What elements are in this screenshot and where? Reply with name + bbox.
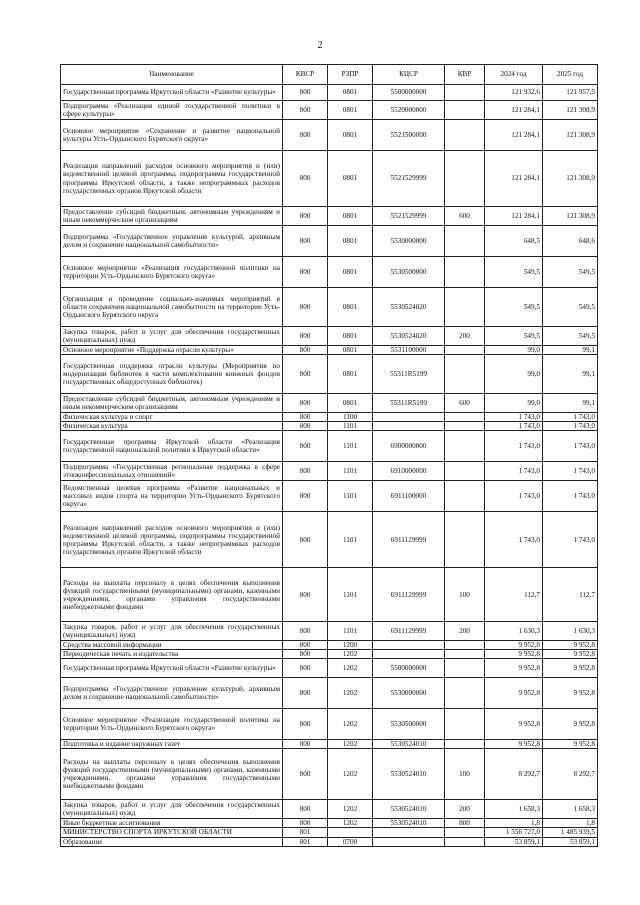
table-row [61,837,598,846]
cell-rzpr: 1202 [328,659,373,678]
cell-kvsr: 800 [283,659,328,678]
cell-kvsr: 800 [283,622,328,641]
cell-y2024: 1 743,0 [485,481,543,512]
cell-kvr [445,431,485,462]
cell-rzpr: 1200 [328,641,373,650]
cell-kvsr: 800 [283,740,328,749]
cell-rzpr: 1101 [328,422,373,431]
cell-kvsr: 800 [283,650,328,659]
cell-kvsr: 800 [283,355,328,394]
cell-y2025: 53 859,1 [543,837,598,846]
cell-kvr [445,678,485,709]
table-row [61,413,598,422]
cell-y2024: 121 284,1 [485,120,543,151]
cell-kvsr: 800 [283,819,328,828]
cell-kvsr: 800 [283,346,328,355]
cell-y2025: 99,1 [543,346,598,355]
table-row [61,151,598,207]
cell-kcsr [373,650,445,659]
table-row [61,394,598,413]
header-kcsr: КЦСР [373,65,445,85]
cell-y2024: 9 952,8 [485,709,543,740]
table-row [61,568,598,622]
cell-y2024: 99,0 [485,355,543,394]
cell-y2024: 9 952,8 [485,678,543,709]
cell-name: Физическая культура [61,422,283,431]
cell-name: Основное мероприятие «Сохранение и развитие национальной культуры Усть-Ордынского Бурятского округа» [61,120,283,151]
cell-kvr [445,481,485,512]
cell-name: Закупка товаров, работ и услуг для обеспечения государственных (муниципальных) нужд [61,622,283,641]
cell-kcsr: 55311R5199 [373,394,445,413]
cell-kvr [445,151,485,207]
cell-kcsr: 5530524020 [373,288,445,327]
table-row [61,678,598,709]
cell-kvsr: 800 [283,327,328,346]
cell-y2024: 1 743,0 [485,462,543,481]
cell-rzpr: 0801 [328,101,373,120]
cell-y2024: 121 284,1 [485,151,543,207]
cell-rzpr: 0801 [328,355,373,394]
cell-kvr [445,462,485,481]
cell-kvr [445,101,485,120]
table-row [61,740,598,749]
cell-name: Подпрограмма «Государственное управление культурой, архивным делом и сохранение национальной самобытности» [61,678,283,709]
cell-kcsr: 5530524020 [373,327,445,346]
cell-y2024: 99,0 [485,394,543,413]
cell-kvsr: 801 [283,837,328,846]
cell-kvsr: 800 [283,462,328,481]
cell-kcsr [373,641,445,650]
cell-y2025: 1 658,3 [543,800,598,819]
cell-rzpr: 1101 [328,512,373,568]
cell-kcsr: 5530524010 [373,800,445,819]
cell-y2024: 9 952,8 [485,641,543,650]
cell-kvr: 800 [445,819,485,828]
cell-rzpr: 0801 [328,120,373,151]
cell-kvr [445,837,485,846]
cell-y2025: 1 485 939,5 [543,828,598,837]
cell-y2024: 9 952,8 [485,659,543,678]
table-row [61,481,598,512]
cell-kvr [445,85,485,101]
cell-kvsr: 800 [283,207,328,226]
cell-rzpr: 1202 [328,749,373,800]
cell-kvr: 100 [445,749,485,800]
cell-kvr: 600 [445,394,485,413]
cell-y2025: 121 308,9 [543,101,598,120]
cell-kvr [445,740,485,749]
cell-y2025: 1 743,0 [543,431,598,462]
table-row [61,641,598,650]
cell-kvr: 100 [445,568,485,622]
cell-y2024: 1 743,0 [485,512,543,568]
cell-kvr [445,709,485,740]
cell-rzpr: 0700 [328,837,373,846]
cell-y2024: 99,0 [485,346,543,355]
budget-table [60,64,598,847]
cell-name: Физическая культура и спорт [61,413,283,422]
cell-rzpr: 1202 [328,819,373,828]
cell-name: Основное мероприятие «Реализация государственной политики на территории Усть-Ордынского Бурятского округа» [61,709,283,740]
cell-name: Расходы на выплаты персоналу в целях обеспечения выполнения функций государственными (муниципальными) органами, казенными учреждениями, органами управления государственными внебюджетными фондами [61,749,283,800]
cell-kcsr: 5530000000 [373,226,445,257]
cell-y2025: 549,5 [543,257,598,288]
table-row [61,101,598,120]
cell-kvr: 200 [445,327,485,346]
cell-rzpr: 0801 [328,288,373,327]
cell-kvr [445,346,485,355]
cell-y2024: 112,7 [485,568,543,622]
cell-y2024: 121 932,6 [485,85,543,101]
cell-kvr: 600 [445,207,485,226]
cell-name: Средства массовой информации [61,641,283,650]
table-row [61,819,598,828]
cell-kcsr: 6910000000 [373,462,445,481]
cell-kcsr: 5530000000 [373,678,445,709]
cell-y2024: 9 952,8 [485,650,543,659]
cell-kcsr: 6911129999 [373,568,445,622]
cell-kvr [445,512,485,568]
cell-rzpr: 1101 [328,568,373,622]
cell-y2025: 9 952,8 [543,641,598,650]
cell-name: Государственная программа Иркутской области «Развитие культуры» [61,659,283,678]
cell-rzpr: 1202 [328,740,373,749]
table-row [61,422,598,431]
cell-y2025: 112,7 [543,568,598,622]
cell-name: Основное мероприятие «Поддержка отрасли культуры» [61,346,283,355]
cell-kvsr: 800 [283,288,328,327]
cell-kcsr [373,828,445,837]
cell-rzpr: 1101 [328,481,373,512]
cell-name: Государственная программа Иркутской области «Реализация государственной национальной политики в Иркутской области» [61,431,283,462]
header-name: Наименование [61,65,283,85]
cell-kvr [445,641,485,650]
cell-name: Закупка товаров, работ и услуг для обеспечения государственных (муниципальных) нужд [61,327,283,346]
cell-y2024: 1 743,0 [485,431,543,462]
cell-y2025: 1 743,0 [543,422,598,431]
table-body [61,85,598,847]
cell-kvsr: 800 [283,413,328,422]
cell-kvr [445,288,485,327]
cell-kvr: 200 [445,622,485,641]
cell-y2025: 9 952,8 [543,740,598,749]
cell-name: Подпрограмма «Государственная региональная поддержка в сфере этноконфессиональных отношений» [61,462,283,481]
cell-kvr [445,120,485,151]
cell-kvsr: 800 [283,431,328,462]
cell-rzpr: 0801 [328,207,373,226]
cell-kvsr: 800 [283,85,328,101]
cell-kvsr: 800 [283,678,328,709]
cell-rzpr: 1202 [328,650,373,659]
cell-y2025: 99,1 [543,394,598,413]
cell-rzpr [328,828,373,837]
cell-name: Расходы на выплаты персоналу в целях обеспечения выполнения функций государственными (муниципальными) органами, казенными учреждениями, органами управления государственными внебюджетными фондами [61,568,283,622]
table-row [61,512,598,568]
table-row [61,622,598,641]
cell-rzpr: 1101 [328,431,373,462]
cell-kvsr: 800 [283,422,328,431]
cell-rzpr: 0801 [328,257,373,288]
cell-kcsr [373,413,445,422]
header-rzpr: РЗПР [328,65,373,85]
cell-name: Подпрограмма «Государственное управление культурой, архивным делом и сохранение национальной самобытности» [61,226,283,257]
cell-y2025: 1 743,0 [543,481,598,512]
cell-kvr [445,355,485,394]
table-row [61,346,598,355]
cell-kvr [445,659,485,678]
cell-kcsr: 6900000000 [373,431,445,462]
cell-name: Подпрограмма «Реализация единой государственной политики в сфере культуры» [61,101,283,120]
table-row [61,226,598,257]
cell-rzpr: 1101 [328,622,373,641]
cell-kcsr: 5500000000 [373,85,445,101]
cell-kcsr: 5530524010 [373,749,445,800]
cell-kcsr: 5531100000 [373,346,445,355]
cell-rzpr: 0801 [328,151,373,207]
cell-kcsr: 5521529999 [373,207,445,226]
cell-y2025: 1 743,0 [543,413,598,422]
cell-y2025: 1 743,0 [543,462,598,481]
table-row [61,288,598,327]
cell-kcsr [373,422,445,431]
cell-y2025: 9 952,8 [543,659,598,678]
cell-rzpr: 0801 [328,346,373,355]
cell-y2024: 1 556 727,0 [485,828,543,837]
cell-y2024: 1 658,3 [485,800,543,819]
cell-name: Государственная поддержка отрасли культуры (Мероприятия по модернизации библиотек в части комплектования книжных фондов государственных общедоступных библиотек) [61,355,283,394]
cell-kvsr: 800 [283,151,328,207]
cell-name: Ведомственная целевая программа «Развитие национальных и массовых видов спорта на территории Усть-Ордынского Бурятского округа» [61,481,283,512]
cell-kvsr: 801 [283,828,328,837]
header-row [61,65,598,85]
cell-y2024: 121 284,1 [485,101,543,120]
cell-rzpr: 1202 [328,800,373,819]
cell-name: Иные бюджетные ассигнования [61,819,283,828]
table-row [61,462,598,481]
table-row [61,207,598,226]
cell-name: Государственная программа Иркутской области «Развитие культуры» [61,85,283,101]
cell-y2025: 9 952,8 [543,678,598,709]
cell-kvsr: 800 [283,101,328,120]
cell-kvr [445,828,485,837]
cell-y2025: 1 743,0 [543,512,598,568]
table-row [61,257,598,288]
cell-name: Предоставление субсидий бюджетным, автономным учреждениям и иным некоммерческим организациям [61,394,283,413]
cell-y2024: 121 284,1 [485,207,543,226]
table-row [61,659,598,678]
cell-y2025: 1 630,3 [543,622,598,641]
header-kvsr: КВСР [283,65,328,85]
table-row [61,749,598,800]
cell-y2025: 121 308,9 [543,120,598,151]
cell-rzpr: 1202 [328,709,373,740]
cell-y2024: 1 630,3 [485,622,543,641]
cell-name: Периодическая печать и издательства [61,650,283,659]
table-row [61,85,598,101]
cell-y2025: 121 308,9 [543,207,598,226]
cell-kcsr: 5500000000 [373,659,445,678]
cell-y2024: 1 743,0 [485,413,543,422]
cell-name: МИНИСТЕРСТВО СПОРТА ИРКУТСКОЙ ОБЛАСТИ [61,828,283,837]
cell-kvsr: 800 [283,226,328,257]
cell-kcsr: 5530500000 [373,709,445,740]
cell-rzpr: 1101 [328,462,373,481]
cell-rzpr: 0801 [328,85,373,101]
cell-name: Реализация направлений расходов основного мероприятия и (или) ведомственной целевой программы, подпрограммы государственной программы Иркутской области, а также непрограммных расходов государственных органов Иркутской области [61,512,283,568]
cell-y2024: 648,5 [485,226,543,257]
cell-rzpr: 0801 [328,226,373,257]
cell-name: Предоставление субсидий бюджетным, автономным учреждениям и иным некоммерческим организациям [61,207,283,226]
table-row [61,327,598,346]
cell-kvsr: 800 [283,800,328,819]
cell-y2024: 53 859,1 [485,837,543,846]
cell-y2024: 549,5 [485,257,543,288]
cell-kcsr: 6911129999 [373,622,445,641]
cell-name: Реализация направлений расходов основного мероприятия и (или) ведомственной целевой программы, подпрограммы государственной программы Иркутской области, а также непрограммных расходов государственных органов Иркутской области [61,151,283,207]
header-2025: 2025 год [543,65,598,85]
table-row [61,355,598,394]
cell-kvr: 200 [445,800,485,819]
cell-y2025: 121 957,5 [543,85,598,101]
cell-kvsr: 800 [283,749,328,800]
cell-kcsr: 5530524010 [373,740,445,749]
cell-y2024: 1,8 [485,819,543,828]
cell-y2025: 9 952,8 [543,709,598,740]
cell-kvr [445,413,485,422]
cell-y2024: 9 952,8 [485,740,543,749]
cell-y2024: 549,5 [485,327,543,346]
cell-y2025: 121 308,9 [543,151,598,207]
header-kvr: КВР [445,65,485,85]
cell-y2025: 549,5 [543,327,598,346]
cell-kvsr: 800 [283,394,328,413]
cell-kvsr: 800 [283,568,328,622]
cell-name: Образование [61,837,283,846]
cell-kcsr: 5520000000 [373,101,445,120]
cell-kvsr: 800 [283,257,328,288]
cell-kvsr: 800 [283,641,328,650]
cell-y2025: 1,8 [543,819,598,828]
cell-kcsr: 5521529999 [373,151,445,207]
table-row [61,120,598,151]
cell-name: Основное мероприятие «Реализация государственной политики на территории Усть-Ордынского Бурятского округа» [61,257,283,288]
header-2024: 2024 год [485,65,543,85]
cell-kvsr: 800 [283,709,328,740]
cell-rzpr: 1202 [328,678,373,709]
cell-y2025: 549,5 [543,288,598,327]
cell-kvr [445,257,485,288]
cell-rzpr: 0801 [328,394,373,413]
table-row [61,650,598,659]
cell-kcsr [373,837,445,846]
cell-name: Организация и проведение социально-значимых мероприятий в области сохранения национальной самобытности на территории Усть-Ордынского Бурятского округа [61,288,283,327]
table-row [61,800,598,819]
cell-kcsr: 6911100000 [373,481,445,512]
cell-kcsr: 6911129999 [373,512,445,568]
cell-kvr [445,226,485,257]
cell-kcsr: 5530500000 [373,257,445,288]
cell-kcsr: 5530524010 [373,819,445,828]
cell-y2025: 8 292,7 [543,749,598,800]
cell-y2025: 9 952,8 [543,650,598,659]
cell-kvsr: 800 [283,481,328,512]
page-number: 2 [317,40,323,51]
cell-kvsr: 800 [283,120,328,151]
cell-kvsr: 800 [283,512,328,568]
cell-y2024: 1 743,0 [485,422,543,431]
cell-name: Закупка товаров, работ и услуг для обеспечения государственных (муниципальных) нужд [61,800,283,819]
cell-kvr [445,650,485,659]
cell-y2024: 8 292,7 [485,749,543,800]
cell-rzpr: 0801 [328,327,373,346]
cell-kvr [445,422,485,431]
cell-y2025: 99,1 [543,355,598,394]
table-row [61,431,598,462]
cell-kcsr: 5521500000 [373,120,445,151]
cell-y2025: 648,6 [543,226,598,257]
table-row [61,709,598,740]
cell-kcsr: 55311R5199 [373,355,445,394]
cell-y2024: 549,5 [485,288,543,327]
cell-rzpr: 1100 [328,413,373,422]
cell-name: Подготовка и издание окружных газет [61,740,283,749]
table-row [61,828,598,837]
